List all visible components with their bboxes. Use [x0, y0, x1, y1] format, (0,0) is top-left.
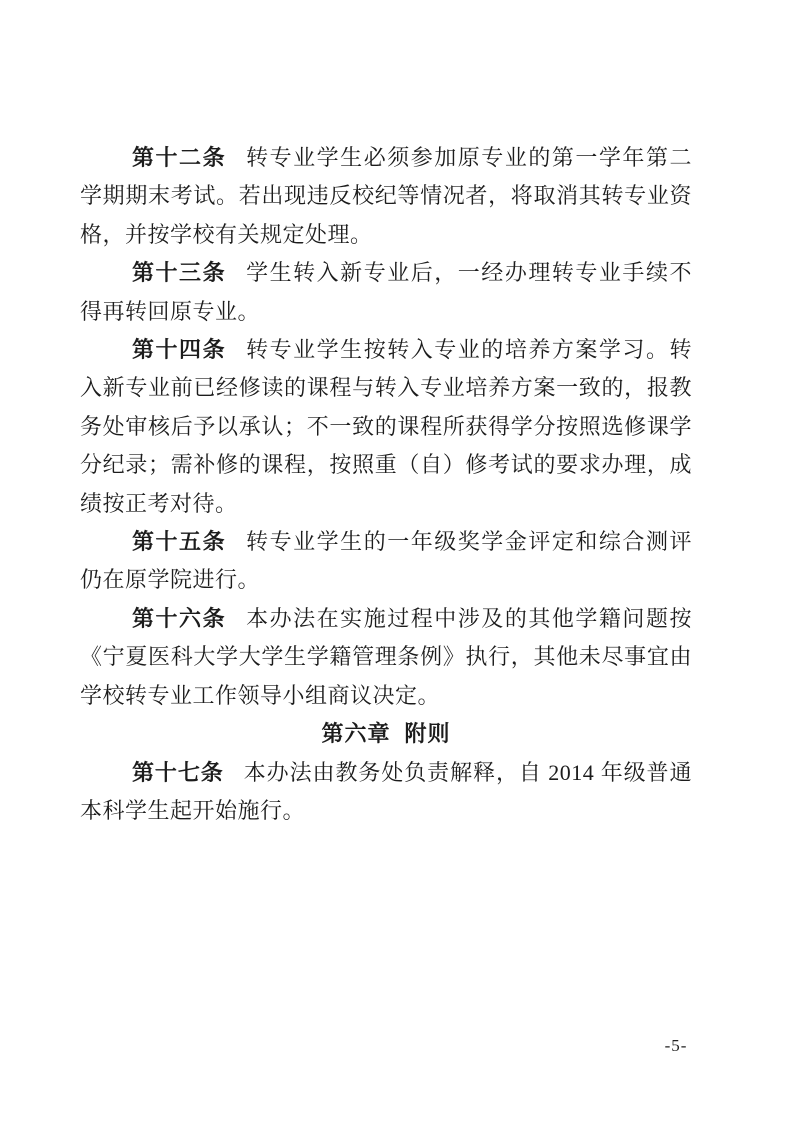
article-15-paragraph	[80, 523, 692, 600]
page-number: -5-	[664, 1036, 688, 1055]
article-16-text: 本办法在实施过程中涉及的其他学籍问题按《宁夏医科大学大学生学籍管理条例》执行，其他未尽事宜由学校转专业工作领导小组商议决定。	[80, 605, 692, 708]
article-14-paragraph	[80, 331, 692, 523]
chapter-number: 第六章	[321, 721, 391, 747]
chapter-heading	[80, 715, 692, 753]
article-16-number: 第十六条	[132, 605, 227, 631]
article-14-number: 第十四条	[132, 337, 227, 363]
article-13-number: 第十三条	[132, 260, 227, 286]
article-15-text: 转专业学生的一年级奖学金评定和综合测评仍在原学院进行。	[80, 529, 692, 593]
article-14-text: 转专业学生按转入专业的培养方案学习。转入新专业前已经修读的课程与转入专业培养方案一致的，报教务处审核后予以承认；不一致的课程所获得学分按照选修课学分纪录；需补修的课程，按照重（自）修考试的要求办理，成绩按正考对待。	[80, 337, 692, 516]
article-17-text: 本办法由教务处负责解释，自 2014 年级普通本科学生起开始施行。	[80, 759, 692, 823]
article-13-paragraph	[80, 254, 692, 331]
article-15-number: 第十五条	[132, 529, 227, 555]
document-text-block	[80, 139, 692, 830]
article-12-text: 转专业学生必须参加原专业的第一学年第二学期期末考试。若出现违反校纪等情况者，将取消其转专业资格，并按学校有关规定处理。	[80, 145, 692, 247]
article-16-paragraph	[80, 600, 692, 715]
chapter-title: 附则	[404, 721, 451, 747]
article-12-number: 第十二条	[132, 145, 227, 170]
article-12-paragraph	[80, 139, 692, 254]
article-13-text: 学生转入新专业后，一经办理转专业手续不得再转回原专业。	[80, 260, 692, 324]
article-17-paragraph	[80, 754, 692, 831]
article-17-number: 第十七条	[132, 759, 224, 785]
